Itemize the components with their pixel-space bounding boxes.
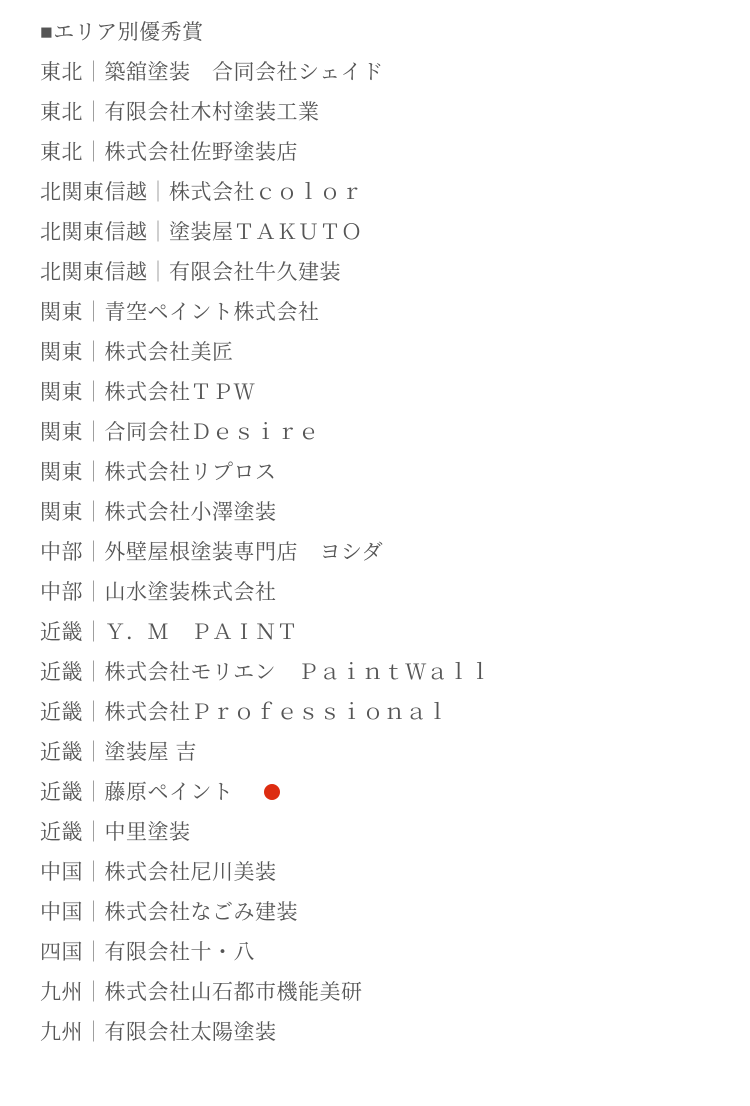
area-label: 近畿 — [40, 741, 83, 764]
area-label: 中部 — [40, 541, 83, 564]
area-label: 東北 — [40, 141, 83, 164]
area-label: 北関東信越 — [40, 221, 148, 244]
award-list-item — [40, 213, 730, 253]
company-name: 株式会社ｃｏｌｏｒ — [169, 181, 363, 204]
area-label: 四国 — [40, 941, 83, 964]
award-list-item — [40, 653, 730, 693]
award-list-item — [40, 693, 730, 733]
company-name: 株式会社尼川美装 — [104, 861, 277, 884]
award-list-item — [40, 893, 730, 933]
award-list-item — [40, 533, 730, 573]
separator-bar: ｜ — [83, 141, 105, 164]
company-name: 塗装屋 吉 — [104, 741, 197, 764]
award-list-item — [40, 453, 730, 493]
award-list-item — [40, 973, 730, 1013]
company-name: 株式会社Ｐｒｏｆｅｓｓｉｏｎａｌ — [104, 701, 449, 724]
separator-bar: ｜ — [83, 741, 105, 764]
area-label: 中部 — [40, 581, 83, 604]
area-label: 近畿 — [40, 821, 83, 844]
area-label: 近畿 — [40, 701, 83, 724]
separator-bar: ｜ — [83, 901, 105, 924]
company-name: 有限会社木村塗装工業 — [104, 101, 320, 124]
award-list-item — [40, 373, 730, 413]
award-list-item — [40, 133, 730, 173]
area-label: 東北 — [40, 101, 83, 124]
separator-bar: ｜ — [83, 541, 105, 564]
separator-bar: ｜ — [147, 181, 169, 204]
company-name: 有限会社十・八 — [104, 941, 255, 964]
award-list-item — [40, 93, 730, 133]
company-name: 築舘塗装 合同会社シェイド — [104, 61, 384, 84]
separator-bar: ｜ — [83, 981, 105, 1004]
area-label: 関東 — [40, 381, 83, 404]
award-list-item — [40, 573, 730, 613]
company-name: 株式会社山石都市機能美研 — [104, 981, 363, 1004]
area-label: 近畿 — [40, 661, 83, 684]
award-list-item — [40, 613, 730, 653]
area-label: 近畿 — [40, 621, 83, 644]
area-label: 中国 — [40, 901, 83, 924]
award-list-item — [40, 1013, 730, 1053]
award-list-item — [40, 733, 730, 773]
separator-bar: ｜ — [83, 701, 105, 724]
area-label: 九州 — [40, 981, 83, 1004]
award-list-item — [40, 773, 730, 813]
separator-bar: ｜ — [83, 421, 105, 444]
company-name: 藤原ペイント — [104, 781, 234, 804]
award-list — [40, 53, 730, 1053]
separator-bar: ｜ — [83, 1021, 105, 1044]
separator-bar: ｜ — [83, 101, 105, 124]
company-name: 株式会社佐野塗装店 — [104, 141, 298, 164]
company-name: 山水塗装株式会社 — [104, 581, 277, 604]
area-label: 九州 — [40, 1021, 83, 1044]
area-label: 関東 — [40, 461, 83, 484]
separator-bar: ｜ — [83, 581, 105, 604]
separator-bar: ｜ — [83, 941, 105, 964]
area-label: 東北 — [40, 61, 83, 84]
award-list-item — [40, 53, 730, 93]
separator-bar: ｜ — [83, 661, 105, 684]
company-name: 株式会社リプロス — [104, 461, 277, 484]
award-list-item — [40, 853, 730, 893]
company-name: 株式会社なごみ建装 — [104, 901, 298, 924]
award-list-item — [40, 413, 730, 453]
separator-bar: ｜ — [83, 501, 105, 524]
separator-bar: ｜ — [83, 341, 105, 364]
area-label: 関東 — [40, 501, 83, 524]
separator-bar: ｜ — [83, 621, 105, 644]
company-name: 外壁屋根塗装専門店 ヨシダ — [104, 541, 384, 564]
company-name: 有限会社太陽塗装 — [104, 1021, 277, 1044]
separator-bar: ｜ — [83, 781, 105, 804]
award-list-item — [40, 253, 730, 293]
award-list-item — [40, 493, 730, 533]
award-list-item — [40, 333, 730, 373]
red-dot-icon — [264, 784, 280, 800]
separator-bar: ｜ — [147, 221, 169, 244]
separator-bar: ｜ — [83, 821, 105, 844]
separator-bar: ｜ — [83, 61, 105, 84]
company-name: 株式会社ＴＰＷ — [104, 381, 255, 404]
company-name: 青空ペイント株式会社 — [104, 301, 320, 324]
award-list-item — [40, 173, 730, 213]
separator-bar: ｜ — [83, 861, 105, 884]
area-label: 関東 — [40, 341, 83, 364]
company-name: 塗装屋ＴＡＫＵＴＯ — [169, 221, 363, 244]
section-title — [40, 13, 730, 53]
company-name: 株式会社小澤塗装 — [104, 501, 277, 524]
area-label: 中国 — [40, 861, 83, 884]
award-list-item — [40, 293, 730, 333]
company-name: 有限会社牛久建装 — [169, 261, 341, 284]
area-label: 関東 — [40, 301, 83, 324]
award-list-item — [40, 813, 730, 853]
company-name: Ｙ．Ｍ ＰＡＩＮＴ — [104, 621, 298, 644]
area-label: 北関東信越 — [40, 261, 148, 284]
company-name: 中里塗装 — [104, 821, 191, 844]
separator-bar: ｜ — [83, 301, 105, 324]
company-name: 合同会社Ｄｅｓｉｒｅ — [104, 421, 320, 444]
separator-bar: ｜ — [83, 461, 105, 484]
area-label: 関東 — [40, 421, 83, 444]
section-title-text: エリア別優秀賞 — [53, 21, 204, 44]
company-name: 株式会社モリエン ＰａｉｎｔＷａｌｌ — [104, 661, 492, 684]
company-name: 株式会社美匠 — [104, 341, 234, 364]
separator-bar: ｜ — [147, 261, 169, 284]
award-list-item — [40, 933, 730, 973]
separator-bar: ｜ — [83, 381, 105, 404]
square-bullet-icon: ■ — [40, 21, 54, 44]
area-label: 北関東信越 — [40, 181, 148, 204]
area-label: 近畿 — [40, 781, 83, 804]
